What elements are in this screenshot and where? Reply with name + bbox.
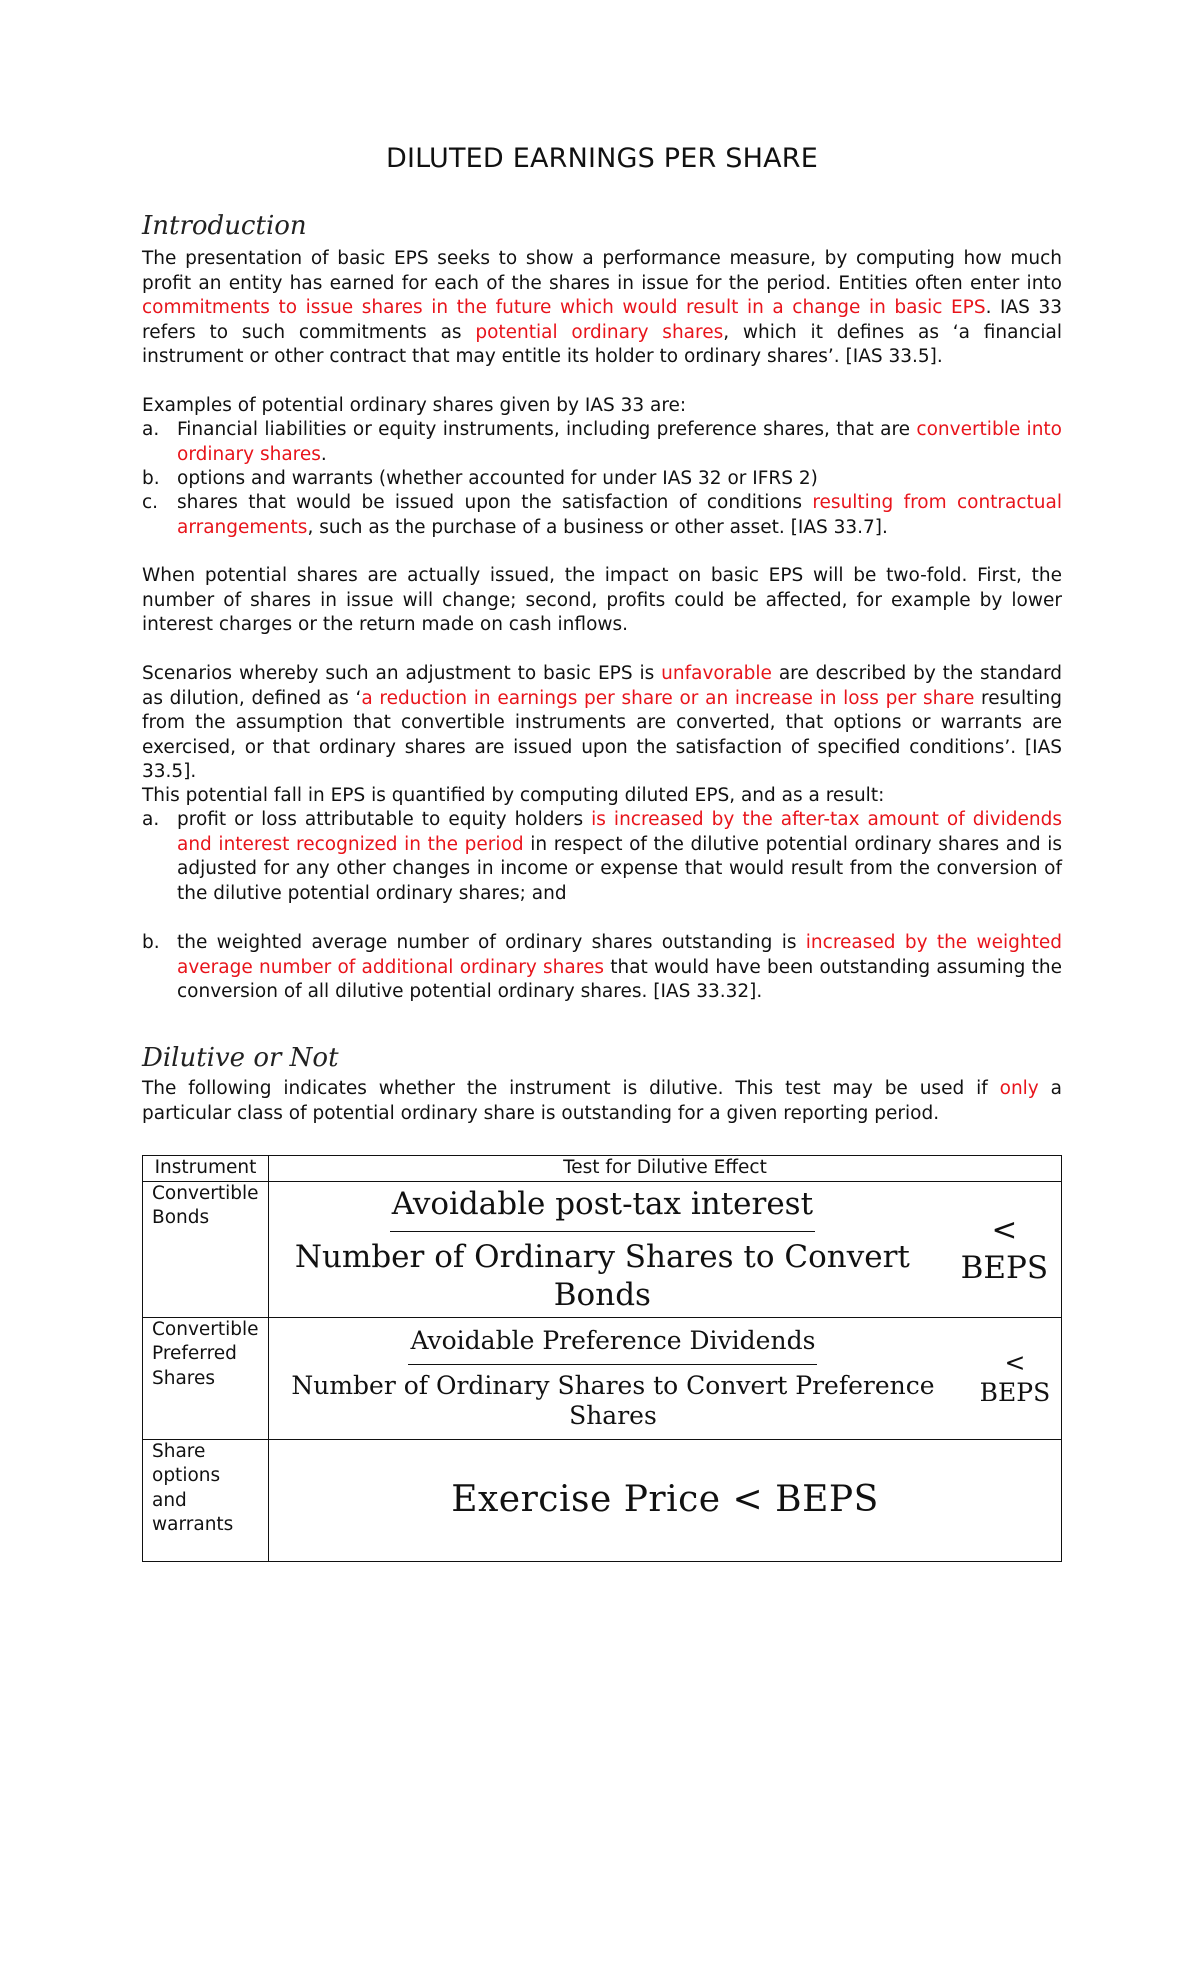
text-run: The presentation of basic EPS seeks to show a performance measure, by computing how much profit an entity has earned for each of the shares in issue for the period. Entities often enter into bbox=[142, 248, 1062, 294]
highlighted-text: convertible into ordinary shares bbox=[177, 419, 1062, 465]
text-run: Financial liabilities or equity instruments, including preference shares, that are bbox=[177, 419, 917, 440]
comparison-rhs: < BEPS bbox=[979, 1348, 1051, 1408]
list-item-text bbox=[177, 808, 1062, 906]
intro-paragraph-4: This potential fall in EPS is quantified by computing diluted EPS, and as a result: bbox=[142, 785, 885, 806]
highlighted-text: is increased by the after-tax amount of dividends and interest recognized in the period bbox=[177, 809, 1062, 855]
example-item-b bbox=[142, 467, 1062, 492]
fraction-formula bbox=[269, 1185, 1061, 1314]
section-heading-dilutive: Dilutive or Not bbox=[142, 1043, 339, 1073]
highlighted-text: commitments to issue shares in the future which would result in a change in basic EPS bbox=[142, 297, 986, 319]
result-item-a bbox=[142, 808, 1062, 906]
text-run: , which it defines as ‘a financial instrument or other contract that may entitle its holder to ordinary shares’. [IAS 33.5]. bbox=[142, 321, 1062, 368]
denominator: Number of Ordinary Shares to Convert Preference Shares bbox=[291, 1370, 935, 1430]
list-label: a. bbox=[142, 809, 160, 830]
dilutive-test-table bbox=[142, 1155, 1062, 1562]
text-run: profit or loss attributable to equity holders bbox=[177, 809, 592, 830]
column-header-test: Test for Dilutive Effect bbox=[269, 1156, 1062, 1182]
formula-cell bbox=[269, 1439, 1062, 1561]
inequality-formula: Exercise Price < BEPS bbox=[451, 1479, 879, 1521]
highlighted-text: resulting from contractual arrangements bbox=[177, 492, 1062, 538]
list-label: b. bbox=[142, 932, 160, 953]
text-run: options and warrants (whether accounted for under IAS 32 or IFRS 2) bbox=[177, 468, 818, 489]
highlighted-text: increased by the weighted average number of additional ordinary shares bbox=[177, 932, 1062, 978]
comparison-rhs: < BEPS bbox=[960, 1212, 1049, 1287]
text-run: , such as the purchase of a business or other asset. [IAS 33.7]. bbox=[307, 516, 888, 538]
text-run: that would have been outstanding assuming the conversion of all dilutive potential ordinary shares. [IAS 33.32]. bbox=[177, 956, 1062, 1003]
table-row bbox=[143, 1439, 1062, 1561]
highlighted-text: unfavorable bbox=[661, 663, 772, 684]
numerator: Avoidable Preference Dividends bbox=[408, 1326, 817, 1365]
list-label: a. bbox=[142, 419, 160, 440]
table-row bbox=[143, 1181, 1062, 1317]
formula-cell bbox=[269, 1317, 1062, 1439]
dilutive-paragraph bbox=[142, 1077, 1062, 1126]
list-item-text bbox=[177, 467, 1062, 492]
fraction bbox=[269, 1185, 936, 1314]
highlighted-text: only bbox=[999, 1078, 1039, 1099]
denominator: Number of Ordinary Shares to Convert Bonds bbox=[294, 1238, 910, 1313]
example-item-c bbox=[142, 491, 1062, 540]
page-title: DILUTED EARNINGS PER SHARE bbox=[385, 143, 819, 174]
instrument-cell: Share options and warrants bbox=[143, 1439, 269, 1561]
text-run: are described by the standard as dilution, defined as ‘ bbox=[142, 663, 1062, 709]
intro-paragraph-1 bbox=[142, 247, 1062, 370]
text-run: in respect of the dilutive potential ordinary shares and is adjusted for any other changes in income or expense that would result from the conversion of the dilutive potential ordinary shares; and bbox=[177, 833, 1063, 904]
numerator: Avoidable post-tax interest bbox=[390, 1185, 815, 1232]
table-header-row bbox=[143, 1156, 1062, 1182]
fraction-formula bbox=[269, 1326, 1061, 1431]
intro-paragraph-2 bbox=[142, 564, 1062, 638]
highlighted-text: potential ordinary shares bbox=[475, 321, 724, 343]
column-header-instrument: Instrument bbox=[143, 1156, 269, 1182]
text-run: . bbox=[320, 443, 327, 465]
example-item-a bbox=[142, 418, 1062, 467]
section-heading-introduction: Introduction bbox=[142, 211, 307, 241]
table-row bbox=[143, 1317, 1062, 1439]
text-run: Scenarios whereby such an adjustment to basic EPS is bbox=[142, 663, 662, 684]
list-item-text bbox=[177, 931, 1062, 1005]
text-run: The following indicates whether the instrument is dilutive. This test may be used if bbox=[142, 1078, 1000, 1099]
text-run: the weighted average number of ordinary shares outstanding is bbox=[177, 932, 806, 953]
result-item-b bbox=[142, 931, 1062, 1005]
fraction bbox=[269, 1326, 957, 1431]
examples-intro: Examples of potential ordinary shares given by IAS 33 are: bbox=[142, 395, 687, 416]
text-run: resulting from the assumption that convertible instruments are converted, that options or warrants are exercised, or that ordinary shares are issued upon the satisfaction of specified conditions’. [IAS 33.5]. bbox=[142, 687, 1063, 783]
formula-cell bbox=[269, 1181, 1062, 1317]
list-label: b. bbox=[142, 468, 160, 489]
list-label: c. bbox=[142, 492, 159, 513]
instrument-cell: Convertible Bonds bbox=[143, 1181, 269, 1317]
list-item-text bbox=[177, 491, 1062, 540]
instrument-cell: Convertible Preferred Shares bbox=[143, 1317, 269, 1439]
text-run: . IAS 33 refers to such commitments as bbox=[142, 297, 1062, 343]
text-run: When potential shares are actually issued, the impact on basic EPS will be two-fold. First, the number of shares in issue will change; second, profits could be affected, for example by lower interest charges or the return made on cash inflows. bbox=[142, 565, 1062, 636]
intro-paragraph-3 bbox=[142, 662, 1062, 785]
highlighted-text: a reduction in earnings per share or an increase in loss per share bbox=[361, 687, 975, 709]
text-run: a particular class of potential ordinary share is outstanding for a given reporting period. bbox=[142, 1078, 1062, 1124]
text-run: shares that would be issued upon the satisfaction of conditions bbox=[177, 492, 813, 513]
list-item-text bbox=[177, 418, 1062, 467]
